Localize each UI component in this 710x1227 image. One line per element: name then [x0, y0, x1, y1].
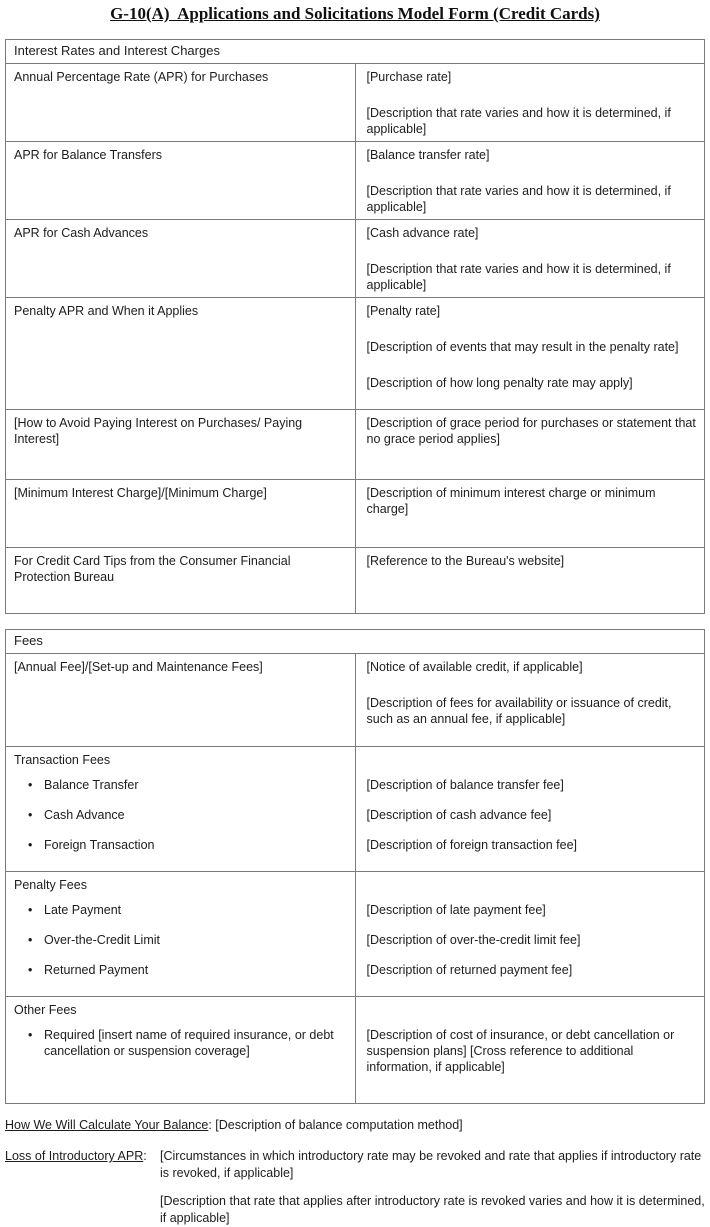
list-item [14, 807, 347, 823]
fee-group-label: Penalty Fees [14, 878, 87, 892]
placeholder-text: [Description of over-the-credit limit fee] [366, 933, 581, 947]
placeholder-text: [Purchase rate] [366, 70, 452, 84]
table-row [6, 298, 705, 410]
placeholder-text: [Description that rate varies and how it is determined, if applicable] [366, 184, 671, 214]
row-label-cell [6, 747, 356, 872]
interest-table-header: Interest Rates and Interest Charges [6, 40, 705, 64]
row-label: [Minimum Interest Charge]/[Minimum Charge] [14, 486, 267, 500]
table-row [6, 220, 705, 298]
table-row [6, 548, 705, 614]
row-label-cell [6, 548, 356, 614]
fees-header-row [6, 630, 705, 654]
row-content-cell [355, 747, 705, 872]
list-item [14, 902, 347, 918]
placeholder-text: [Description of cash advance fee] [366, 808, 552, 822]
placeholder-text: [Notice of available credit, if applicable] [366, 660, 583, 674]
placeholder-text: [Cash advance rate] [366, 226, 479, 240]
table-row [6, 654, 705, 747]
form-title: G-10(A) Applications and Solicitations Model Form (Credit Cards) [110, 4, 600, 23]
loss-of-intro-apr-label-wrap [5, 1148, 160, 1227]
bullet-icon: • [28, 903, 33, 917]
fee-item-label: Late Payment [44, 903, 122, 917]
fee-item-label: Foreign Transaction [44, 838, 155, 852]
loss-of-intro-apr-label: Loss of Introductory APR [5, 1149, 144, 1163]
fees-table-header: Fees [6, 630, 705, 654]
row-label: For Credit Card Tips from the Consumer Financial Protection Bureau [14, 554, 291, 584]
fee-item-label: Required [insert name of required insurance, or debt cancellation or suspension coverage] [44, 1028, 334, 1058]
bullet-icon: • [28, 1028, 33, 1042]
bullet-icon: • [28, 963, 33, 977]
row-content-cell [355, 654, 705, 747]
table-row [6, 64, 705, 142]
row-label: Penalty APR and When it Applies [14, 304, 199, 318]
placeholder-text: [Description of late payment fee] [366, 903, 546, 917]
table-row [6, 480, 705, 548]
table-row-penalty-fees [6, 872, 705, 997]
loss-of-intro-apr-note [5, 1148, 705, 1227]
row-label-cell [6, 142, 356, 220]
bullet-icon: • [28, 778, 33, 792]
fee-item-label: Cash Advance [44, 808, 125, 822]
fee-group-label: Transaction Fees [14, 753, 111, 767]
row-label-cell [6, 480, 356, 548]
label-separator: : [143, 1149, 147, 1163]
placeholder-text: [Description that rate varies and how it is determined, if applicable] [366, 262, 671, 292]
row-label-cell [6, 654, 356, 747]
row-content-cell [355, 548, 705, 614]
placeholder-text: [Description that rate varies and how it is determined, if applicable] [366, 106, 671, 136]
spacer [367, 877, 697, 902]
list-item [14, 962, 347, 978]
row-label-cell [6, 872, 356, 997]
row-content-cell [355, 997, 705, 1104]
placeholder-text: [Circumstances in which introductory rate may be revoked and rate that applies if introductory rate is revoked, if applicable] [160, 1149, 702, 1180]
footer-notes [5, 1117, 705, 1227]
row-label: [Annual Fee]/[Set-up and Maintenance Fees] [14, 660, 263, 674]
placeholder-text: [Description of fees for availability or issuance of credit, such as an annual fee, if applicable] [366, 696, 672, 726]
interest-header-row [6, 40, 705, 64]
placeholder-text: [Description of foreign transaction fee] [366, 838, 578, 852]
row-label-cell [6, 64, 356, 142]
placeholder-text: [Description of balance computation method] [215, 1118, 463, 1132]
fee-item-label: Balance Transfer [44, 778, 139, 792]
list-item [14, 932, 347, 948]
label-separator: : [208, 1118, 216, 1132]
placeholder-text: [Description of events that may result in the penalty rate] [366, 340, 679, 354]
bullet-icon: • [28, 838, 33, 852]
row-label: [How to Avoid Paying Interest on Purchases/ Paying Interest] [14, 416, 303, 446]
row-content-cell [355, 298, 705, 410]
list-item [14, 837, 347, 853]
balance-calculation-label: How We Will Calculate Your Balance [5, 1118, 209, 1132]
balance-calculation-note [5, 1117, 705, 1134]
placeholder-text: [Description of returned payment fee] [366, 963, 573, 977]
placeholder-text: [Description of minimum interest charge or minimum charge] [366, 486, 656, 516]
placeholder-text: [Description of cost of insurance, or debt cancellation or suspension plans] [Cross reference to additional information, if applicable] [366, 1028, 675, 1074]
row-content-cell [355, 64, 705, 142]
list-item [14, 777, 347, 793]
row-label-cell [6, 997, 356, 1104]
row-label: APR for Cash Advances [14, 226, 149, 240]
interest-rates-table [5, 39, 705, 614]
fee-item-label: Returned Payment [44, 963, 149, 977]
placeholder-text: [Description of grace period for purchases or statement that no grace period applies] [366, 416, 696, 446]
row-content-cell [355, 220, 705, 298]
placeholder-text: [Description that rate that applies after introductory rate is revoked varies and how it is determined, if applicable] [160, 1194, 705, 1225]
row-label: Annual Percentage Rate (APR) for Purchases [14, 70, 269, 84]
placeholder-text: [Description of how long penalty rate may apply] [366, 376, 633, 390]
row-content-cell [355, 872, 705, 997]
row-label: APR for Balance Transfers [14, 148, 162, 162]
row-label-cell [6, 220, 356, 298]
row-label-cell [6, 298, 356, 410]
spacer [367, 752, 697, 777]
document-page [0, 4, 710, 1225]
fees-table [5, 629, 705, 1104]
fee-item-label: Over-the-Credit Limit [44, 933, 160, 947]
table-row [6, 142, 705, 220]
table-row-transaction-fees [6, 747, 705, 872]
table-row-other-fees [6, 997, 705, 1104]
bullet-icon: • [28, 808, 33, 822]
table-row [6, 410, 705, 480]
loss-of-intro-apr-content [160, 1148, 705, 1227]
placeholder-text: [Balance transfer rate] [366, 148, 490, 162]
row-content-cell [355, 480, 705, 548]
fee-group-label: Other Fees [14, 1003, 77, 1017]
list-item [14, 1027, 347, 1059]
row-content-cell [355, 142, 705, 220]
spacer [367, 1002, 697, 1027]
bullet-icon: • [28, 933, 33, 947]
placeholder-text: [Penalty rate] [366, 304, 441, 318]
placeholder-text: [Reference to the Bureau's website] [366, 554, 565, 568]
row-label-cell [6, 410, 356, 480]
row-content-cell [355, 410, 705, 480]
placeholder-text: [Description of balance transfer fee] [366, 778, 564, 792]
